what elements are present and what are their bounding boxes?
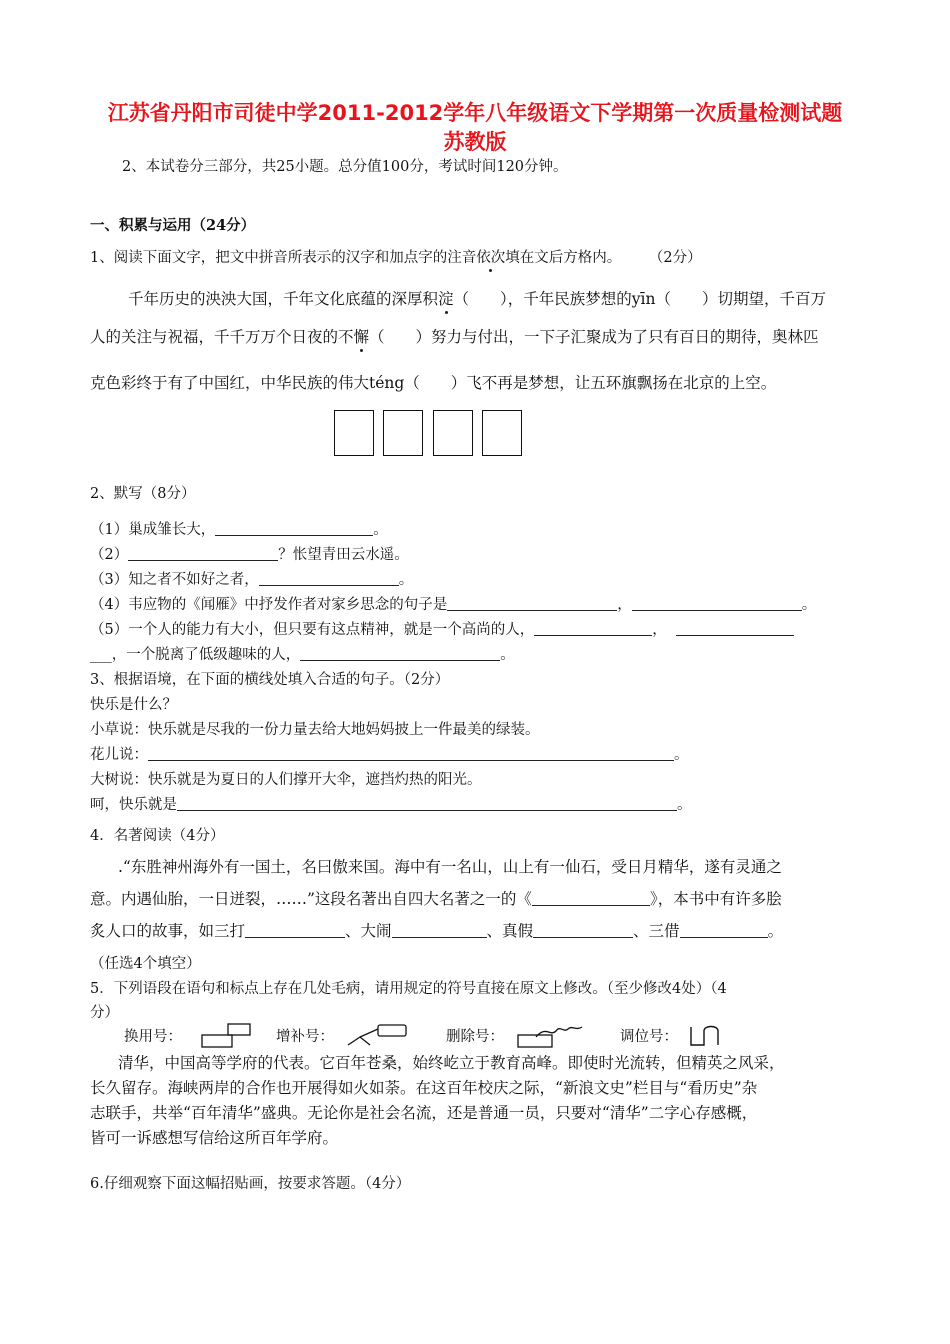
answer-box[interactable]: [383, 410, 423, 456]
q6-heading: 6.仔细观察下面这幅招贴画，按要求答题。（4分）: [90, 1176, 411, 1192]
exam-title-line2: 苏教版: [443, 130, 507, 154]
q3-line2: 小草说：快乐就是尽我的一份力量去给大地妈妈披上一件最美的绿装。: [90, 722, 540, 738]
symbol-delete-label: 删除号：: [446, 1029, 504, 1045]
blank[interactable]: [447, 596, 617, 611]
blank[interactable]: [215, 521, 373, 536]
q5-passage-line2: 长久留存。海峡两岸的合作也开展得如火如荼。在这百年校庆之际，“新浪文史”栏目与“看历史”杂: [90, 1079, 758, 1097]
blank[interactable]: [680, 923, 768, 938]
q5-heading: 5．下列语段在语句和标点上存在几处毛病，请用规定的符号直接在原文上修改。（至少修改4处）（4: [90, 981, 727, 997]
blank[interactable]: [676, 621, 794, 636]
answer-box[interactable]: [482, 410, 522, 456]
blank[interactable]: [128, 546, 278, 561]
answer-box[interactable]: [433, 410, 473, 456]
q3-line5: 呵，快乐就是 。: [90, 797, 692, 813]
q4-passage-line2: 意。内遇仙胎，一日迸裂，……”这段名著出自四大名著之一的《 》，本书中有许多脍: [90, 890, 782, 908]
q1-passage-line1: 千年历史的泱泱大国，千年文化底蕴的深厚积淀（ ），千年民族梦想的yīn（ ）切期望，千百万: [128, 290, 826, 308]
q3-line4: 大树说：快乐就是为夏日的人们撑开大伞，遮挡灼热的阳光。: [90, 772, 482, 788]
symbol-swap-label: 调位号：: [620, 1029, 678, 1045]
q5-passage-line3: 志联手，共举“百年清华”盛典。无论你是社会名流，还是普通一员，只要对“清华”二字心存感概，: [90, 1104, 758, 1122]
q1-passage-line3: 克色彩终于有了中国红，中华民族的伟大téng（ ）飞不再是梦想，让五环旗飘扬在北京的上空。: [90, 374, 777, 392]
blank[interactable]: [534, 621, 652, 636]
q5-passage-line4: 皆可一诉感想写信给这所百年学府。: [90, 1129, 339, 1147]
q2-line6: ___，一个脱离了低级趣味的人， 。: [90, 647, 515, 663]
symbol-insert-label: 增补号：: [276, 1029, 334, 1045]
q2-line5: （5）一个人的能力有大小，但只要有这点精神，就是一个高尚的人， ，: [90, 618, 794, 639]
insert-mark-icon: [346, 1023, 410, 1049]
delete-mark-icon: [516, 1023, 586, 1051]
q2-line3: （3）知之者不如好之者， 。: [90, 572, 414, 588]
q2-line2: （2） ？怅望青田云水遥。: [90, 547, 409, 563]
blank[interactable]: [259, 571, 399, 586]
q1-passage-line2: 人的关注与祝福，千千万万个日夜的不懈（ ）努力与付出，一下子汇聚成为了只有百日的期待，奥林匹: [90, 328, 819, 346]
q4-passage-line3: 炙人口的故事，如三打 、大闹 、真假 、三借 。: [90, 922, 784, 940]
exam-title-line1: 江苏省丹阳市司徒中学2011-2012学年八年级语文下学期第一次质量检测试题: [107, 101, 843, 125]
q4-note: （任选4个填空）: [90, 956, 201, 972]
q2-line4: （4）韦应物的《闻雁》中抒发作者对家乡思念的句子是 ， 。: [90, 597, 817, 613]
q4-heading: 4．名著阅读（4分）: [90, 828, 225, 844]
q3-heading: 3、根据语境，在下面的横线处填入合适的句子。（2分）: [90, 672, 450, 688]
blank[interactable]: [392, 923, 487, 938]
section-heading: 一、积累与运用（24分）: [90, 217, 256, 234]
blank[interactable]: [532, 891, 650, 906]
blank[interactable]: [632, 596, 802, 611]
blank[interactable]: [245, 923, 345, 938]
answer-box[interactable]: [334, 410, 374, 456]
blank[interactable]: [177, 796, 677, 811]
blank[interactable]: [148, 746, 674, 761]
q5-heading-cont: 分）: [90, 1005, 119, 1021]
q4-passage-line1: .“东胜神州海外有一国土，名曰傲来国。海中有一名山，山上有一仙石，受日月精华，遂有灵通之: [118, 858, 782, 876]
blank[interactable]: [533, 923, 633, 938]
replace-mark-icon: [200, 1023, 252, 1049]
intro-note: 2、本试卷分三部分，共25小题。总分值100分，考试时间120分钟。: [122, 159, 568, 175]
q3-line1: 快乐是什么？: [90, 697, 177, 713]
symbol-replace-label: 换用号：: [124, 1029, 182, 1045]
q2-line1: （1）巢成雏长大， 。: [90, 522, 388, 538]
q5-passage-line1: 清华，中国高等学府的代表。它百年苍桑，始终屹立于教育高峰。即使时光流转，但精英之风采，: [118, 1054, 785, 1072]
q2-heading: 2、默写（8分）: [90, 486, 196, 502]
q3-line3: 花儿说： 。: [90, 747, 689, 763]
q1-stem: 1、阅读下面文字，把文中拼音所表示的汉字和加点字的注音依次填在文后方格内。 （2分）: [90, 250, 702, 266]
swap-mark-icon: [688, 1023, 728, 1049]
blank[interactable]: [300, 646, 500, 661]
